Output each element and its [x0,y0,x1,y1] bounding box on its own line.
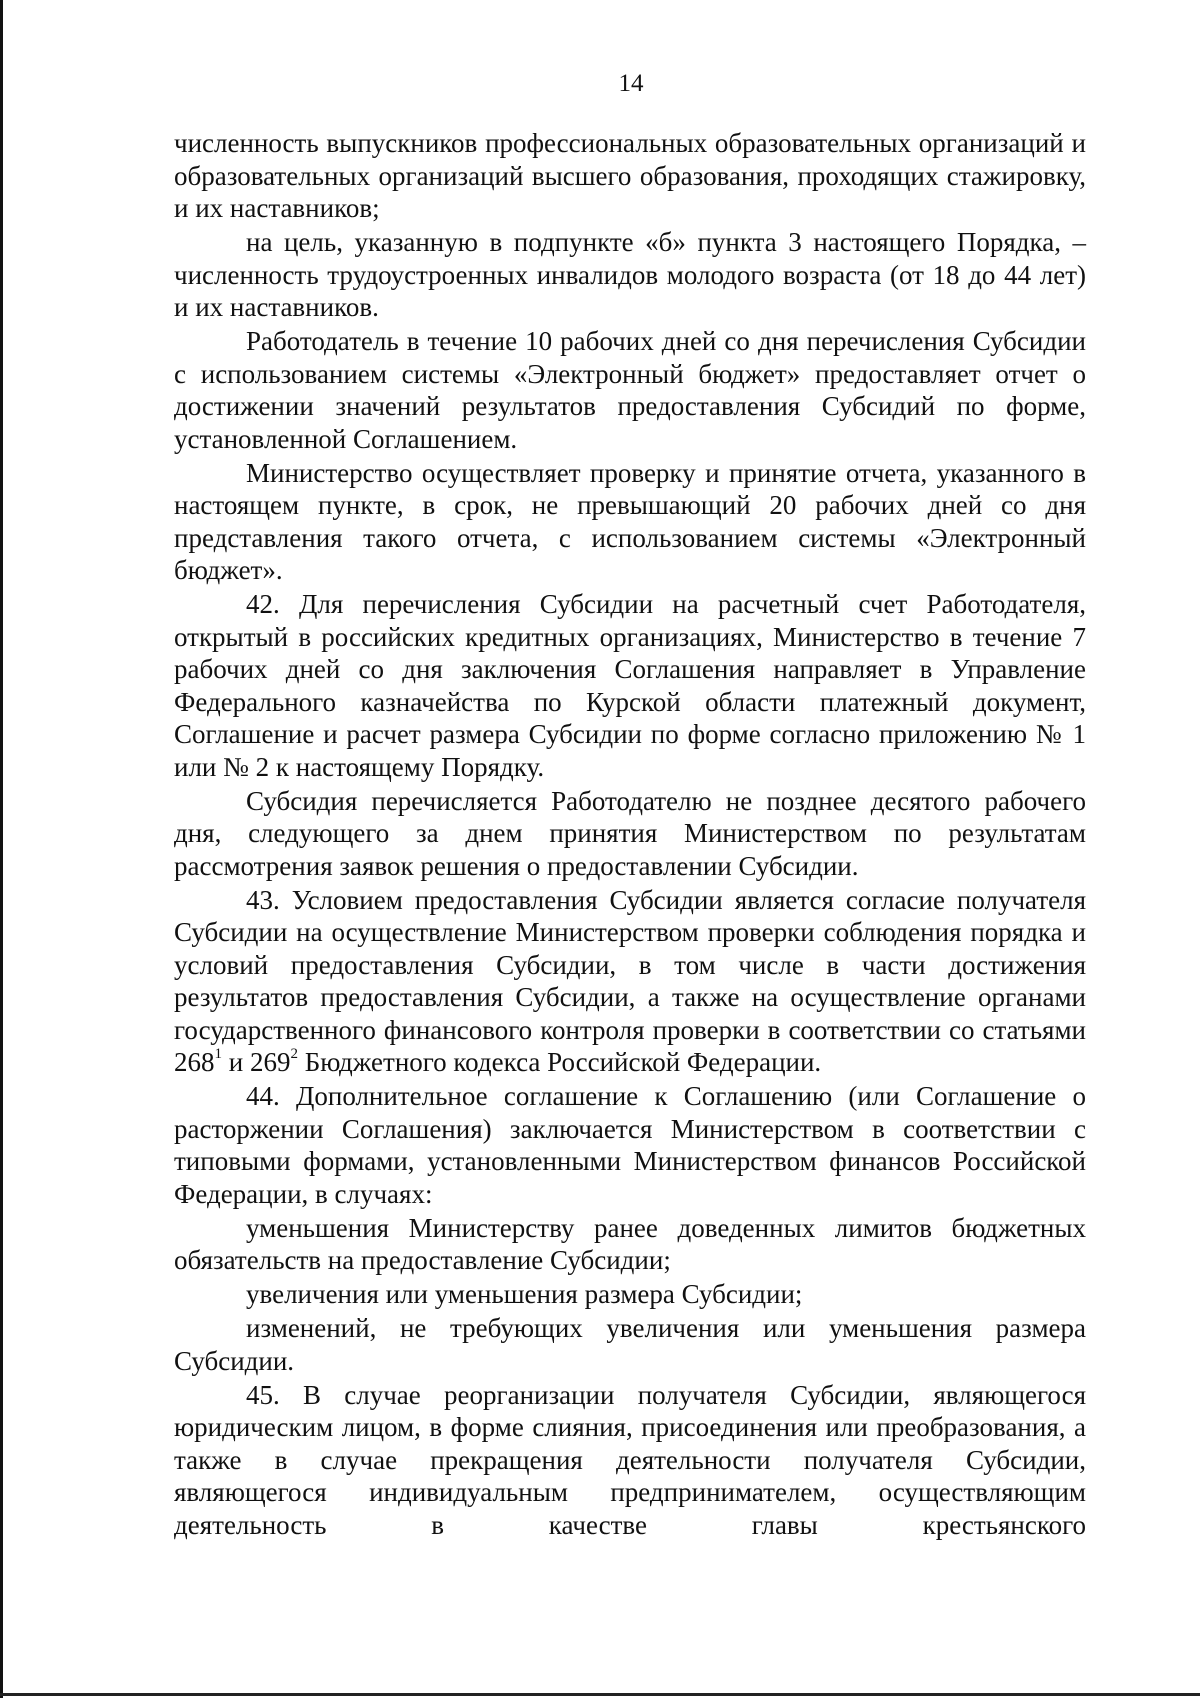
paragraph: на цель, указанную в подпункте «б» пункта 3 настоящего Порядка, – численность трудоустроенных инвалидов молодого возраста (от 18 до 44 лет) и их наставников. [174,227,1086,322]
page-number: 14 [618,70,644,97]
paragraph-43-text: 43. Условием предоставления Субсидии является согласие получателя Субсидии на осуществление Министерством проверки соблюдения порядка и условий предоставления Субсидии, в том числе в части достижения результатов предоставления Субсидии, а также на осуществление органами государственного финансового контроля проверки в соответствии со статьями 268 [174,884,1086,1077]
paragraph: Министерство осуществляет проверку и принятие отчета, указанного в настоящем пункте, в срок, не превышающий 20 рабочих дней со дня представления такого отчета, с использованием системы «Электронный бюджет». [174,457,1086,585]
paragraph-43-text: и 269 [222,1047,291,1077]
paragraph: увеличения или уменьшения размера Субсидии; [246,1279,803,1309]
paragraph-42: 42. Для перечисления Субсидии на расчетный счет Работодателя, открытый в российских кредитных организациях, Министерство в течение 7 рабочих дней со дня заключения Соглашения направляет в Управление Федерального казначейства по Курской области платежный документ, Соглашение и расчет размера Субсидии по форме согласно приложению № 1 или № 2 к настоящему Порядку. [174,589,1086,782]
scan-border-bottom [0,1693,1200,1696]
paragraph: Работодатель в течение 10 рабочих дней со дня перечисления Субсидии с использованием системы «Электронный бюджет» предоставляет отчет о достижении значений результатов предоставления Субсидий по форме, установленной Соглашением. [174,326,1086,454]
paragraph-43-text: Бюджетного кодекса Российской Федерации. [297,1047,822,1077]
superscript: 2 [290,1046,298,1062]
paragraph-45: 45. В случае реорганизации получателя Субсидии, являющегося юридическим лицом, в форме слияния, присоединения или преобразования, а также в случае прекращения деятельности получателя Субсидии, являющегося индивидуальным предпринимателем, осуществляющим деятельность в качестве главы крестьянского [174,1379,1086,1540]
superscript: 1 [214,1046,222,1062]
document-body [174,127,1086,1543]
paragraph: уменьшения Министерству ранее доведенных лимитов бюджетных обязательств на предоставление Субсидии; [174,1212,1086,1275]
paragraph: численность выпускников профессиональных образовательных организаций и образовательных организаций высшего образования, проходящих стажировку, и их наставников; [174,128,1086,223]
scan-border-left [0,0,3,1698]
paragraph-44: 44. Дополнительное соглашение к Соглашению (или Соглашение о расторжении Соглашения) заключается Министерством в соответствии с типовыми формами, установленными Министерством финансов Российской Федерации, в случаях: [174,1081,1086,1209]
paragraph: изменений, не требующих увеличения или уменьшения размера Субсидии. [174,1313,1086,1376]
paragraph-43 [174,884,1086,1079]
paragraph: Субсидия перечисляется Работодателю не позднее десятого рабочего дня, следующего за днем принятия Министерством по результатам рассмотрения заявок решения о предоставлении Субсидии. [174,785,1086,881]
